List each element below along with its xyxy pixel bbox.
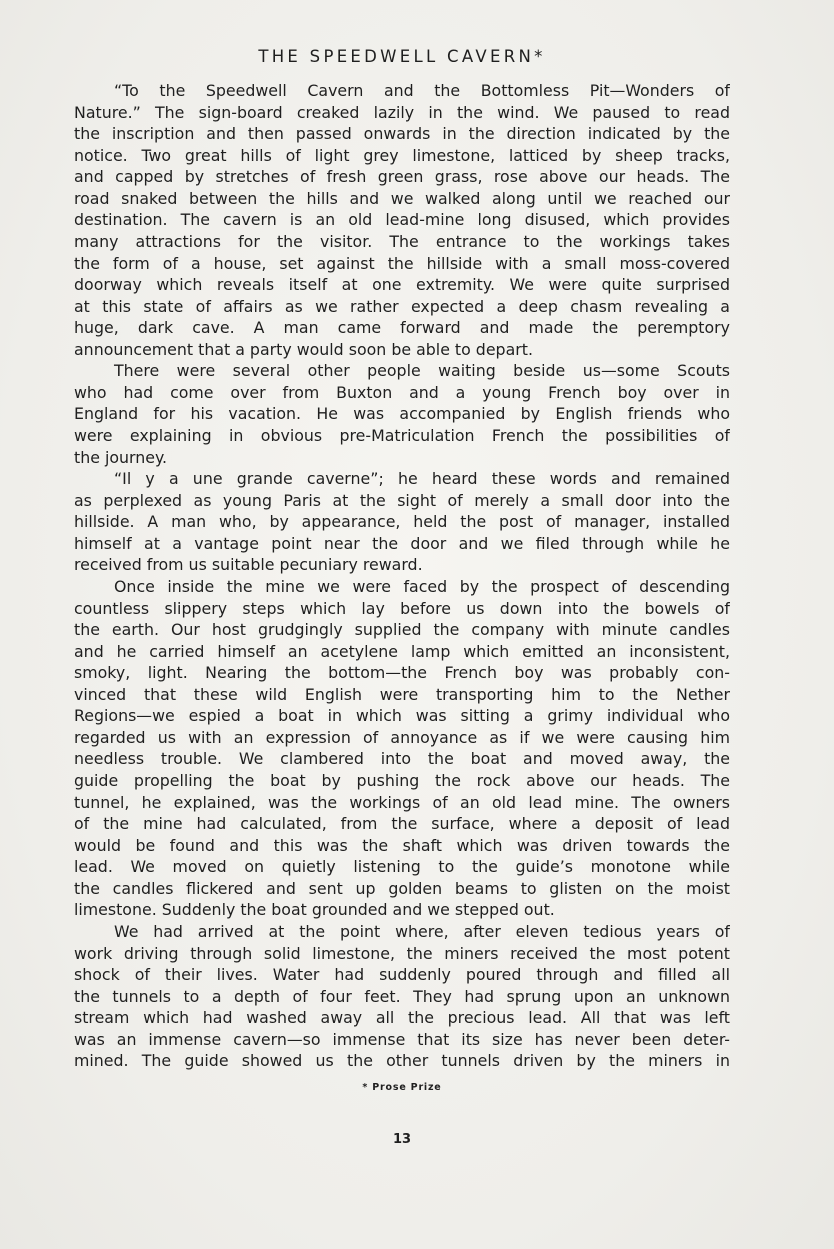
text-line: guide propelling the boat by pushing the rock above our heads. The xyxy=(74,771,730,790)
text-line: were explaining in obvious pre-Matriculation French the possibilities of xyxy=(74,426,730,445)
text-line: needless trouble. We clambered into the boat and moved away, the xyxy=(74,749,730,769)
text-line: the candles flickered and sent up golden beams to glisten on the moist xyxy=(74,878,730,898)
text-line: and he carried himself an acetylene lamp which emitted an inconsistent, xyxy=(74,641,730,661)
text-line: countless slippery steps which lay before us down into the bowels of xyxy=(74,598,730,618)
text-line: of the mine had calculated, from the surface, where a deposit of lead xyxy=(74,814,730,834)
text-line: received from us suitable pecuniary reward. xyxy=(74,555,423,575)
text-line: the journey. xyxy=(74,447,168,467)
text-line: huge, dark cave. A man came forward and made the peremptory xyxy=(74,318,730,338)
text-line: destination. The cavern is an old lead-mine long disused, which provides xyxy=(74,210,730,230)
text-line: Regions—we espied a boat in which was sitting a grimy individual who xyxy=(74,706,730,726)
text-line: Nature.” The sign-board creaked lazily in the wind. We paused to read xyxy=(74,102,730,122)
footnote: * Prose Prize xyxy=(362,1082,442,1093)
text-line: tunnel, he explained, was the workings of an old lead mine. The owners xyxy=(74,792,730,812)
text-line: notice. Two great hills of light grey limestone, latticed by sheep tracks, xyxy=(74,145,730,165)
text-line: the earth. Our host grudgingly supplied the company with minute candles xyxy=(74,620,730,640)
text-line: smoky, light. Nearing the bottom—the French boy was probably con- xyxy=(74,663,730,683)
text-line: would be found and this was the shaft which was driven towards the xyxy=(74,835,730,855)
text-line: work driving through solid limestone, the miners received the most potent xyxy=(74,943,730,963)
text-line: We had arrived at the point where, after eleven tedious years of xyxy=(114,921,730,941)
article-body xyxy=(74,80,730,1072)
text-line: stream which had washed away all the precious lead. All that was left xyxy=(74,1008,730,1028)
text-line: announcement that a party would soon be able to depart. xyxy=(74,339,533,359)
text-line: regarded us with an expression of annoyance as if we were causing him xyxy=(74,727,730,747)
text-line: vinced that these wild English were transporting him to the Nether xyxy=(74,684,730,704)
text-line: himself at a vantage point near the door and we filed through while he xyxy=(74,533,730,553)
article-title: THE SPEEDWELL CAVERN* xyxy=(258,47,546,66)
text-line: the inscription and then passed onwards in the direction indicated by the xyxy=(74,124,730,144)
text-line: doorway which reveals itself at one extremity. We were quite surprised xyxy=(74,275,730,295)
text-line: mined. The guide showed us the other tunnels driven by the miners in xyxy=(74,1051,730,1071)
text-line: road snaked between the hills and we walked along until we reached our xyxy=(74,188,730,208)
text-line: the tunnels to a depth of four feet. They had sprung upon an unknown xyxy=(74,986,730,1006)
text-line: at this state of affairs as we rather expected a deep chasm revealing a xyxy=(74,296,730,316)
text-line: as perplexed as young Paris at the sight of merely a small door into the xyxy=(74,490,730,510)
text-line: limestone. Suddenly the boat grounded and we stepped out. xyxy=(74,900,555,920)
text-line: “To the Speedwell Cavern and the Bottomless Pit—Wonders of xyxy=(114,81,730,100)
text-line: shock of their lives. Water had suddenly poured through and filled all xyxy=(74,965,730,985)
text-line: many attractions for the visitor. The entrance to the workings takes xyxy=(74,231,730,251)
text-line: the form of a house, set against the hillside with a small moss-covered xyxy=(74,253,730,273)
text-line: “Il y a une grande caverne”; he heard these words and remained xyxy=(114,469,730,489)
text-line: lead. We moved on quietly listening to the guide’s monotone while xyxy=(74,857,730,877)
text-line: There were several other people waiting beside us—some Scouts xyxy=(114,361,730,381)
text-line: Once inside the mine we were faced by the prospect of descending xyxy=(114,576,730,596)
text-line: who had come over from Buxton and a young French boy over in xyxy=(74,382,730,402)
text-line: was an immense cavern—so immense that its size has never been deter- xyxy=(74,1029,730,1049)
text-line: and capped by stretches of fresh green grass, rose above our heads. The xyxy=(74,167,730,187)
page-number: 13 xyxy=(392,1132,412,1147)
text-line: England for his vacation. He was accompanied by English friends who xyxy=(74,404,730,424)
text-line: hillside. A man who, by appearance, held the post of manager, installed xyxy=(74,512,730,532)
